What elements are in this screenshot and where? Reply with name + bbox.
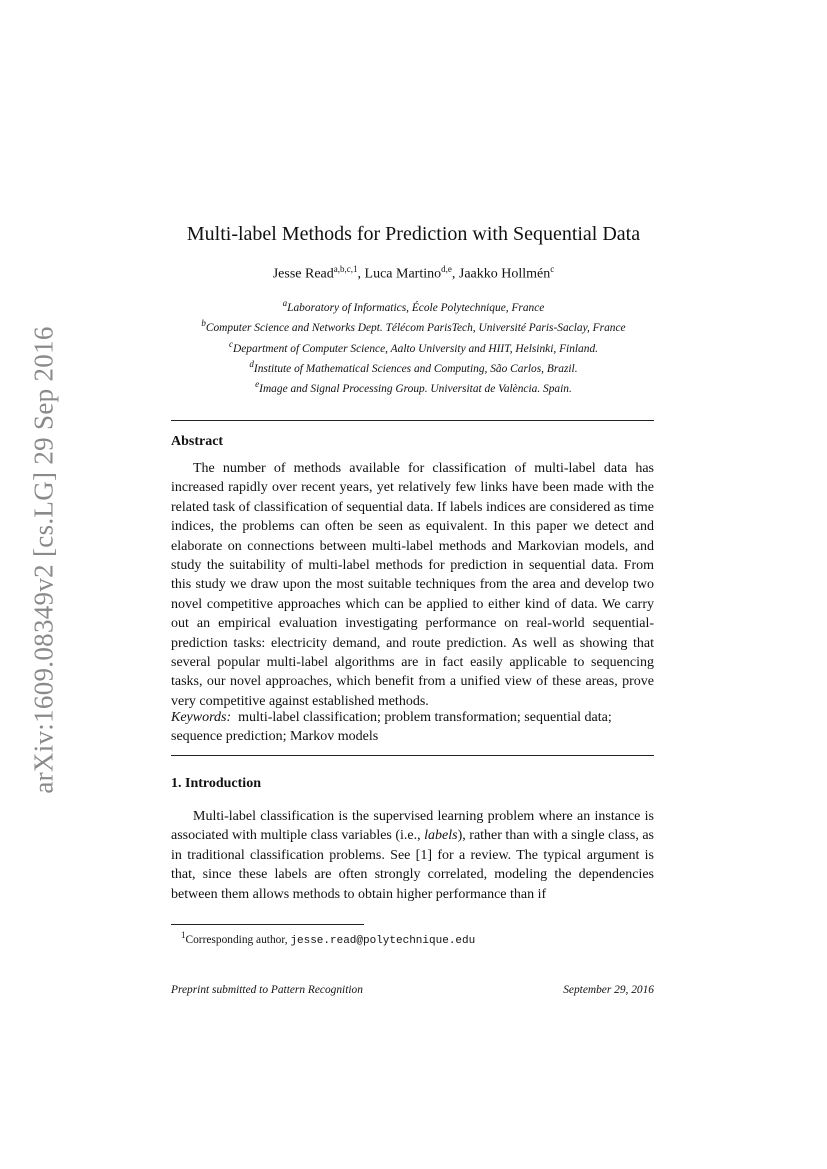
affiliation bbox=[0, 316, 827, 336]
preprint-date: September 29, 2016 bbox=[563, 984, 654, 996]
introduction-emphasis: labels bbox=[424, 828, 458, 844]
keywords-label: Keywords: bbox=[171, 710, 232, 725]
affiliation-text: Department of Computer Science, Aalto University and HIIT, Helsinki, Finland. bbox=[233, 342, 598, 355]
affiliation bbox=[0, 377, 827, 397]
author-separator: , bbox=[451, 266, 459, 282]
affiliation-mark: b bbox=[201, 318, 206, 329]
affiliation-text: Computer Science and Networks Dept. Télécom ParisTech, Université Paris-Saclay, France bbox=[205, 322, 626, 335]
author-name: Jaakko Hollmén bbox=[458, 266, 551, 282]
section-heading-introduction: 1. Introduction bbox=[171, 776, 261, 791]
keywords-text: multi-label classification; problem transformation; sequential data; sequence prediction; Markov models bbox=[171, 710, 612, 745]
footnote bbox=[171, 930, 475, 947]
abstract-top-rule bbox=[171, 420, 654, 421]
affiliation bbox=[0, 296, 827, 316]
affiliation bbox=[0, 337, 827, 357]
affiliation-text: Laboratory of Informatics, École Polytechnique, France bbox=[287, 301, 545, 314]
affiliation-mark: a bbox=[282, 298, 288, 308]
affiliation-mark: d bbox=[249, 358, 254, 369]
corresponding-email: jesse.read@polytechnique.edu bbox=[290, 934, 476, 947]
affiliation-text: Institute of Mathematical Sciences and Computing, São Carlos, Brazil. bbox=[253, 362, 578, 375]
introduction-text-continued: ), rather than with a single class, as in traditional classification problems. See [1] for a review. The typical argument is that, since these labels are often strongly correlated, modeling the dependencies between them allows methods to obtain higher performance than if bbox=[171, 828, 655, 902]
paper-title: Multi-label Methods for Prediction with Sequential Data bbox=[186, 223, 641, 245]
author-separator: , bbox=[357, 266, 365, 282]
affiliation-text: Image and Signal Processing Group. Universitat de València. Spain. bbox=[259, 382, 572, 395]
introduction-paragraph bbox=[171, 807, 654, 904]
introduction-text: Multi-label classification is the supervised learning problem where an instance is associated with multiple class variables (i.e., bbox=[171, 809, 654, 844]
affiliation-mark: e bbox=[255, 379, 260, 390]
affiliation-mark: c bbox=[229, 338, 234, 349]
abstract-heading: Abstract bbox=[171, 434, 224, 449]
abstract-bottom-rule bbox=[171, 755, 654, 756]
author-name: Luca Martino bbox=[364, 266, 442, 282]
keywords bbox=[171, 708, 654, 747]
affiliation bbox=[0, 357, 827, 377]
footnote-text: Corresponding author, bbox=[185, 933, 291, 946]
footnote-rule bbox=[171, 924, 364, 925]
affiliation-list bbox=[0, 296, 827, 397]
author-affiliation-marks: c bbox=[550, 264, 555, 274]
author-affiliation-marks: a,b,c,1 bbox=[333, 264, 358, 274]
author-name: Jesse Read bbox=[272, 266, 334, 282]
author-affiliation-marks: d,e bbox=[441, 264, 452, 274]
abstract-text: The number of methods available for classification of multi-label data has increased rapidly over recent years, yet relatively few links have been made with the related task of classification of sequential data. If labels indices are considered as time indices, the problems can often be seen as equivalent. In this paper we detect and elaborate on connections between multi-label methods and Markovian models, and study the suitability of multi-label methods for prediction in sequential data. From this study we draw upon the most suitable techniques from the area and develop two novel competitive approaches which can be applied to either kind of data. We carry out an empirical evaluation investigating performance on real-world sequential-prediction tasks: electricity demand, and route prediction. As well as showing that several popular multi-label algorithms are in fact easily applicable to sequencing tasks, our novel approaches, which benefit from a unified view of these areas, prove very competitive against established methods. bbox=[171, 461, 654, 709]
author-list bbox=[0, 264, 827, 283]
arxiv-identifier-stamp: arXiv:1609.08349v2 [cs.LG] 29 Sep 2016 bbox=[28, 326, 59, 794]
preprint-note: Preprint submitted to Pattern Recognition bbox=[171, 984, 363, 996]
footnote-mark: 1 bbox=[181, 930, 186, 940]
